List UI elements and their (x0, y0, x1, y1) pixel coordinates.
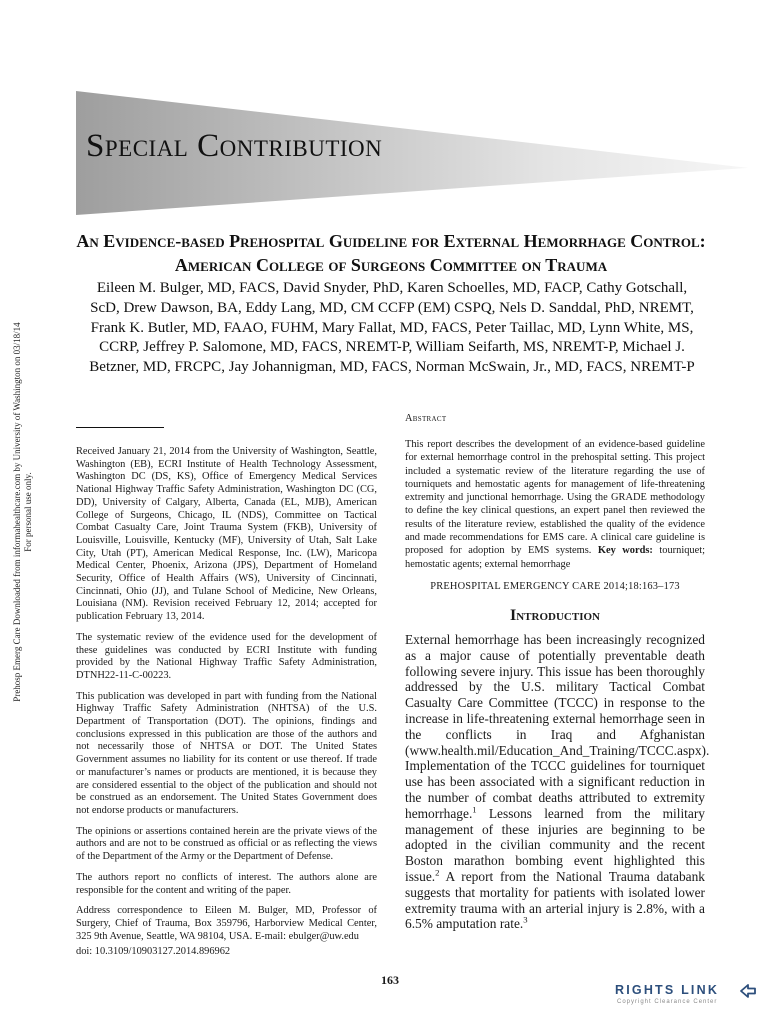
footnote-rule (76, 427, 164, 428)
introduction-heading: Introduction (510, 606, 600, 624)
ref-1[interactable]: 1 (472, 804, 477, 815)
ref-3[interactable]: 3 (523, 914, 528, 925)
right-column (405, 412, 710, 932)
journal-citation: PREHOSPITAL EMERGENCY CARE 2014;18:163–173 (430, 580, 680, 592)
abstract-text (405, 438, 705, 571)
article-notes (76, 446, 377, 967)
download-watermark (3, 292, 43, 732)
intro-part-3: A report from the National Trauma databank suggests that mortality for patients with isolated lower extremity trauma with an arterial injury is 2.8%, with a 6.5% amputation rate. (405, 868, 705, 932)
article-title: An Evidence-based Prehospital Guideline for External Hemorrhage Control: American College of Surgeons Committee on Trauma (76, 231, 706, 275)
funding-note: The systematic review of the evidence used for the development of these guidelines was conducted by ECRI Institute with funding provided by the National Highway Traffic Safety Administration, DTNH22-11-C-00223. (76, 631, 377, 681)
rightslink-wordmark: RIGHTS LINK (615, 983, 720, 997)
rightslink-logo[interactable] (615, 983, 760, 1009)
intro-part-1: External hemorrhage has been increasingly recognized as a major cause of potentially preventable death following severe injury. This issue has been thoroughly addressed by the U.S. military Tactical Combat Casualty Care Committee (TCCC) in response to the increase in life-threatening external hemorrhage seen in the conflicts in Iraq and Afghanistan (www.health.mil/Education_And_Training/TCCC.aspx). Implementation of the TCCC guidelines for tourniquet use has been associated with a significant reduction in the number of combat deaths attributed to extremity hemorrhage. (405, 631, 710, 821)
author-list: Eileen M. Bulger, MD, FACS, David Snyder, PhD, Karen Schoelles, MD, FACP, Cathy Gotschall, ScD, Drew Dawson, BA, Eddy Lang, MD, CM CCFP (EM) CSPQ, Nels D. Sanddal, PhD, NREMT, Frank K. Butler, MD, FAAO, FUHM, Mary Fallat, MD, FACS, Peter Taillac, MD, Lynn White, MS, CCRP, Jeffrey P. Salomone, MD, FACS, NREMT-P, William Seifarth, MS, NREMT-P, Michael J. Betzner, MD, FRCPC, Jay Johannigman, MD, FACS, Norman McSwain, Jr., MD, FACS, NREMT-P (89, 280, 695, 376)
correspondence-note: Address correspondence to Eileen M. Bulger, MD, Professor of Surgery, Chief of Trauma, Box 359796, Harborview Medical Center, 325 9th Avenue, Seattle, WA 98104, USA. E-mail: ebulger@uw.edu (76, 905, 377, 942)
opinions-note: The opinions or assertions contained herein are the private views of the authors and are not to be construed as official or as reflecting the views of the Department of the Army or the Department of Defense. (76, 825, 377, 863)
intro-part-2: Lessons learned from the military management of these injuries are beginning to be adopted in the civilian community and the recent Boston marathon bombing event highlighted this issue. (405, 805, 705, 884)
received-note: Received January 21, 2014 from the University of Washington, Seattle, Washington (EB), ECRI Institute of Health Technology Assessment, Washington DC (DS, KS), Office of Emergency Medical Services National Highway Traffic Safety Administration, Washington DC (CG, DD), University of Calgary, Alberta, Canada (EL, MJB), American College of Surgeons, Chicago, IL (NDS), Committee on Tactical Combat Casualty Care, Joint Trauma System (FKB), University of Louisville, Louisville, Kentucky (MF), University of Utah, Salt Lake City, Utah (PT), American Medical Response, Inc. (LW), Maricopa Medical Center, Phoenix, Arizona (JPS), Department of Homeland Security, Office of Health Affairs (WS), University of Cincinnati, Cincinnati, Ohio (JJ), and Tulane School of Medicine, New Orleans, Louisiana (NM). Revision received February 12, 2014; accepted for publication February 13, 2014. (76, 446, 377, 623)
rightslink-subtitle: Copyright Clearance Center (617, 999, 718, 1005)
personal-use-notice: For personal use only. (23, 472, 33, 552)
section-label: Special Contribution (86, 128, 383, 164)
conflicts-note: The authors report no conflicts of interest. The authors alone are responsible for the content and writing of the paper. (76, 871, 377, 896)
rightslink-arrow-icon (739, 983, 757, 999)
introduction-text (405, 631, 710, 932)
disclaimer-note: This publication was developed in part with funding from the National Highway Traffic Safety Administration (NHTSA) of the U.S. Department of Transportation (DOT). The opinions, findings and conclusions expressed in this publication are those of the authors and not necessarily those of NHTSA or DOT. The United States Government assumes no liability for its content or use thereof. If trade or manufacturer’s names or products are mentioned, it is because they are considered essential to the object of the publication and should not be construed as an endorsement. The United States Government does not endorse products or manufacturers. (76, 690, 377, 816)
page-number: 163 (381, 973, 399, 987)
keywords-label: Key words: (597, 545, 653, 557)
doi: doi: 10.3109/10903127.2014.896962 (76, 946, 231, 958)
abstract-label: Abstract (405, 413, 447, 424)
abstract-body: This report describes the development of an evidence-based guideline for external hemorrhage control in the prehospital setting. This project included a systematic review of the literature regarding the use of tourniquets and hemostatic agents for management of life-threatening extremity and junctional hemorrhage. Using the GRADE methodology to define the key clinical questions, an expert panel then reviewed the results of the literature review, established the quality of the evidence and made recommendations for EMS care. A clinical care guideline is proposed for adoption by EMS systems. (405, 439, 705, 557)
ref-2[interactable]: 2 (435, 867, 440, 878)
keywords: tourniquet; hemostatic agents; external hemorrhage (405, 545, 705, 570)
download-notice: Prehosp Emerg Care Downloaded from informahealthcare.com by University of Washington on 03/18/14 (12, 322, 22, 702)
